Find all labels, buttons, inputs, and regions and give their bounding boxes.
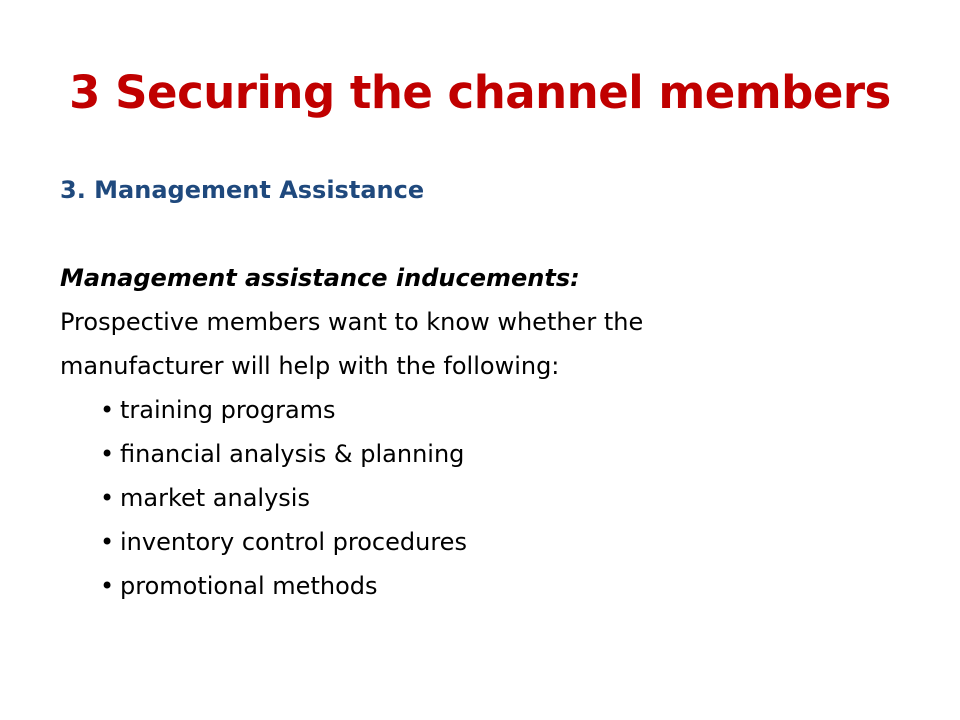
slide-content (60, 168, 920, 608)
slide-title: 3 Securing the channel members (69, 66, 891, 119)
bullet-item (100, 432, 920, 476)
bullet-list (60, 388, 920, 608)
bullet-icon: • (100, 440, 115, 468)
section-subheading: 3. Management Assistance (60, 176, 425, 204)
bullet-text: training programs (120, 396, 336, 424)
bullet-icon: • (100, 572, 115, 600)
bullet-icon: • (100, 396, 115, 424)
inducement-heading: Management assistance inducements: (60, 264, 580, 292)
bullet-item (100, 476, 920, 520)
bullet-text: market analysis (120, 484, 310, 512)
blank-line (60, 212, 920, 256)
bullet-text: financial analysis & planning (120, 440, 465, 468)
bullet-item (100, 520, 920, 564)
bullet-item (100, 388, 920, 432)
bullet-icon: • (100, 484, 115, 512)
bullet-text: inventory control procedures (120, 528, 467, 556)
body-line-1: Prospective members want to know whether the (60, 308, 644, 336)
body-line-2: manufacturer will help with the following: (60, 352, 560, 380)
bullet-icon: • (100, 528, 115, 556)
bullet-item (100, 564, 920, 608)
bullet-text: promotional methods (120, 572, 378, 600)
